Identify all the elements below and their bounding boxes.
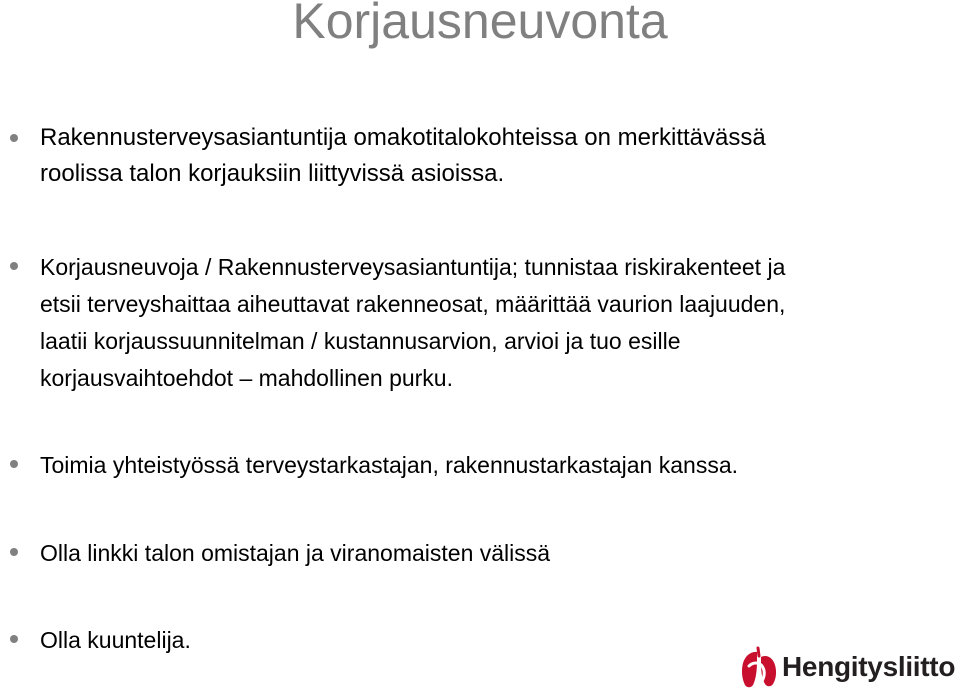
- bullet-text: [40, 249, 785, 397]
- logo-text: Hengitysliitto: [782, 651, 956, 682]
- bullet-dot-icon: [10, 635, 18, 643]
- bullet-line: etsii terveyshaittaa aiheuttavat rakenneosat, määrittää vaurion laajuuden,: [40, 291, 786, 317]
- logo-left-lung: [742, 652, 757, 687]
- bullet-line: Olla kuuntelija.: [40, 627, 191, 653]
- bullet-line: laatii korjaussuunnitelman / kustannusarvion, arvioi ja tuo esille: [40, 328, 681, 354]
- bullet-text: [40, 535, 550, 571]
- bullet-dot-icon: [10, 548, 18, 556]
- hengitysliitto-logo: [736, 646, 960, 690]
- bullet-line: roolissa talon korjauksiin liittyvissä asioissa.: [40, 160, 505, 187]
- bullet-dot-icon: [10, 460, 18, 468]
- bullet-text: [40, 120, 766, 192]
- slide-title: Korjausneuvonta: [292, 0, 668, 49]
- bullet-dot-icon: [10, 262, 18, 270]
- bullet-line: Olla linkki talon omistajan ja viranomaisten välissä: [40, 540, 551, 566]
- bullet-text: [40, 447, 738, 483]
- bullet-dot-icon: [10, 134, 18, 142]
- bullet-text: [40, 622, 191, 658]
- lungs-logo-icon: [736, 646, 780, 690]
- bullet-line: Toimia yhteistyössä terveystarkastajan, rakennustarkastajan kanssa.: [40, 452, 738, 478]
- logo-trachea: [758, 648, 759, 656]
- bullet-line: Rakennusterveysasiantuntija omakotitalokohteissa on merkittävässä: [40, 124, 766, 151]
- bullet-line: korjausvaihtoehdot – mahdollinen purku.: [40, 365, 453, 391]
- bullet-line: Korjausneuvoja / Rakennusterveysasiantuntija; tunnistaa riskirakenteet ja: [40, 254, 786, 280]
